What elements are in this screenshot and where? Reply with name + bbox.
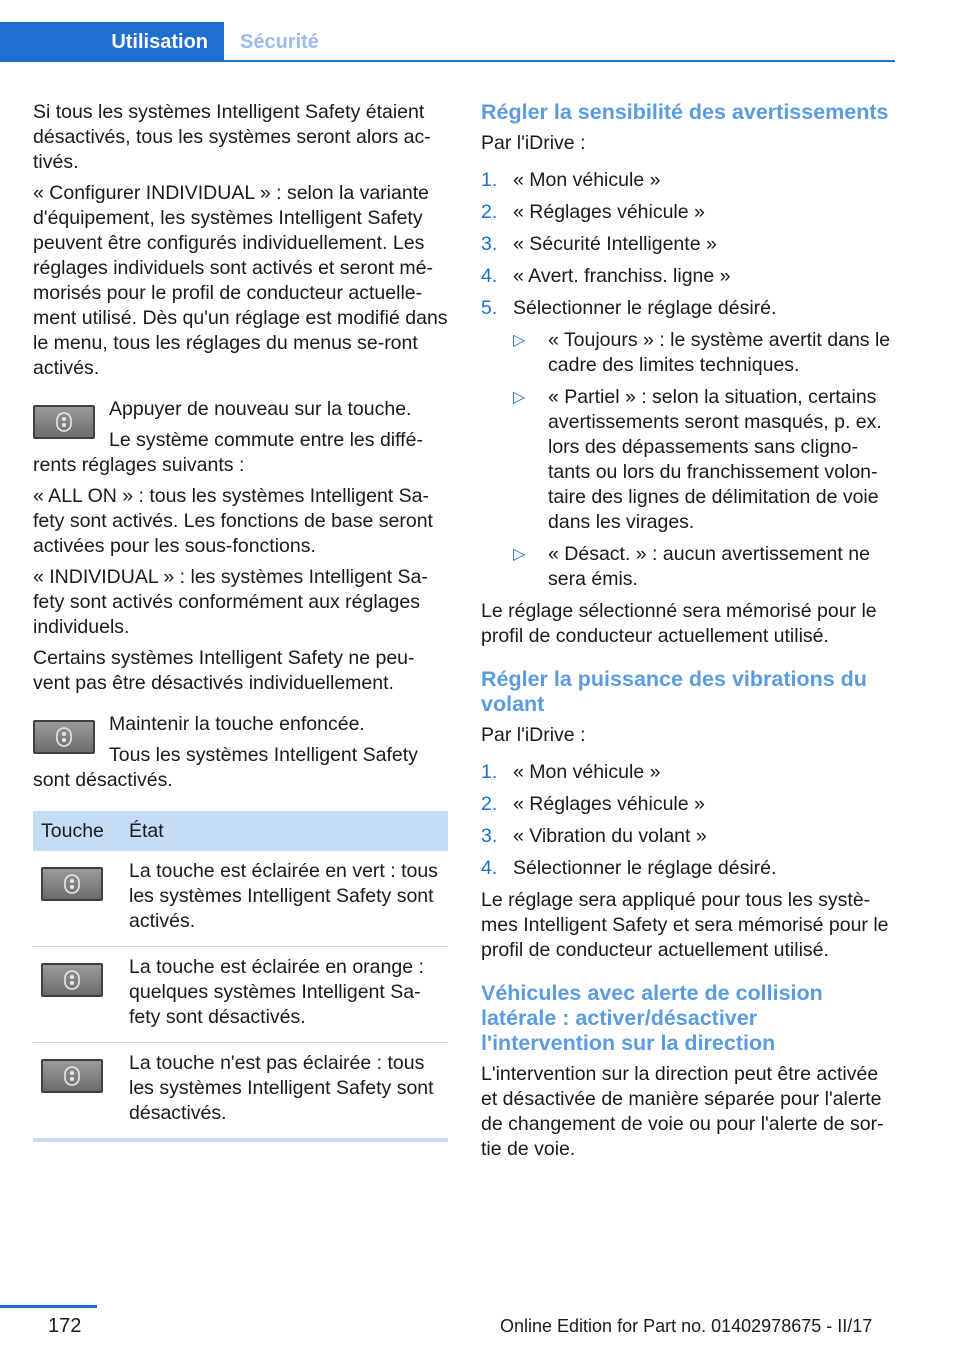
table-header-touche: Touche xyxy=(33,811,121,851)
table-row xyxy=(33,947,448,1043)
paragraph: Par l'iDrive : xyxy=(481,132,586,154)
table-header-row xyxy=(33,811,448,851)
triangle-bullet-icon: ▷ xyxy=(513,546,526,563)
paragraph: Certains systèmes Intelligent Safety ne peu-vent pas être désactivés individuellement. xyxy=(33,647,415,694)
table-bottom-rule xyxy=(33,1138,448,1142)
paragraph: Si tous les systèmes Intelligent Safety étaient désactivés, tous les systèmes seront alors ac-tivés. xyxy=(33,101,431,173)
intelligent-safety-button-icon xyxy=(41,867,103,901)
edition-note: Online Edition for Part no. 01402978675 - II/17 xyxy=(500,1316,873,1336)
list-item: 1. « Mon véhicule » xyxy=(481,169,661,191)
paragraph: Tous les systèmes Intelligent Safety sont désactivés. xyxy=(33,744,418,791)
button-instruction-2 xyxy=(33,712,448,799)
header-bar xyxy=(0,0,895,62)
tab-utilisation[interactable]: Utilisation xyxy=(0,22,224,62)
page-number: 172 xyxy=(48,1315,82,1337)
intelligent-safety-button-icon xyxy=(33,720,95,754)
list-item: 1. « Mon véhicule » xyxy=(481,761,661,783)
list-item: ▷ « Toujours » : le système avertit dans le cadre des limites techniques. xyxy=(513,329,891,376)
left-column xyxy=(33,100,448,1142)
paragraph: « INDIVIDUAL » : les systèmes Intelligent Sa-fety sont activés conformément aux réglages individuels. xyxy=(33,566,428,638)
paragraph: « ALL ON » : tous les systèmes Intelligent Sa-fety sont activés. Les fonctions de base seront activées pour les sous-fonctions. xyxy=(33,485,433,557)
paragraph: L'intervention sur la direction peut être activée et désactivée de manière séparée pour l'alerte de changement de voie ou pour l'alerte de sor-tie de voie. xyxy=(481,1063,884,1160)
list-item: ▷ « Partiel » : selon la situation, certains avertissements seront masqués, p. ex. lors des dépassements sans cligno-tants ou lors du franchissement volon-taire des lignes de délimitation de voie dans les virages. xyxy=(513,386,882,533)
list-item: 4. « Avert. franchiss. ligne » xyxy=(481,265,731,287)
list-item: ▷ « Désact. » : aucun avertissement ne sera émis. xyxy=(513,543,870,590)
triangle-bullet-icon: ▷ xyxy=(513,332,526,349)
table-cell-state: La touche n'est pas éclairée : tous les systèmes Intelligent Safety sont désactivés. xyxy=(129,1052,434,1124)
intelligent-safety-button-icon xyxy=(33,405,95,439)
footer-rule xyxy=(0,1305,97,1308)
table-row xyxy=(33,851,448,947)
header-rule xyxy=(0,60,895,62)
right-column xyxy=(481,100,895,1168)
paragraph: Par l'iDrive : xyxy=(481,724,586,746)
list-item: 3. « Vibration du volant » xyxy=(481,825,707,847)
paragraph: Appuyer de nouveau sur la touche. xyxy=(109,398,412,420)
intelligent-safety-button-icon xyxy=(41,963,103,997)
triangle-bullet-icon: ▷ xyxy=(513,389,526,406)
list-item: 2. « Réglages véhicule » xyxy=(481,201,705,223)
button-instruction-1 xyxy=(33,397,448,484)
options-list xyxy=(481,328,895,592)
section-heading: Véhicules avec alerte de collision latérale : activer/désactiver l'intervention sur la direction xyxy=(481,981,823,1055)
table-cell-state: La touche est éclairée en vert : tous les systèmes Intelligent Safety sont activés. xyxy=(121,851,448,947)
button-state-table xyxy=(33,811,448,1138)
paragraph: Maintenir la touche enfoncée. xyxy=(109,713,365,735)
steps-list xyxy=(481,168,895,321)
list-item: 5. Sélectionner le réglage désiré. xyxy=(481,297,777,319)
list-item: 3. « Sécurité Intelligente » xyxy=(481,233,717,255)
intelligent-safety-button-icon xyxy=(41,1059,103,1093)
steps-list xyxy=(481,760,895,881)
paragraph: Le système commute entre les diffé-rents réglages suivants : xyxy=(33,429,423,476)
section-heading: Régler la puissance des vibrations du volant xyxy=(481,667,867,716)
section-heading: Régler la sensibilité des avertissements xyxy=(481,100,889,124)
list-item: 4. Sélectionner le réglage désiré. xyxy=(481,857,777,879)
table-header-etat: État xyxy=(121,811,448,851)
table-cell-state: La touche est éclairée en orange : quelques systèmes Intelligent Sa-fety sont désactivés. xyxy=(121,947,448,1043)
paragraph: « Configurer INDIVIDUAL » : selon la variante d'équipement, les systèmes Intelligent Safety peuvent être configurés individuellement. Les réglages individuels sont activés et seront mé-morisés pour le profil de conducteur actuelle-ment utilisé. Dès qu'un réglage est modifié dans le menu, tous les réglages du menus se-ront activés. xyxy=(33,182,448,379)
tab-securite[interactable]: Sécurité xyxy=(240,30,319,53)
paragraph: Le réglage sera appliqué pour tous les systè-mes Intelligent Safety et sera mémorisé pour le profil de conducteur actuellement utilisé. xyxy=(481,889,889,961)
table-row xyxy=(33,1043,448,1139)
paragraph: Le réglage sélectionné sera mémorisé pour le profil de conducteur actuellement utilisé. xyxy=(481,600,877,647)
list-item: 2. « Réglages véhicule » xyxy=(481,793,705,815)
